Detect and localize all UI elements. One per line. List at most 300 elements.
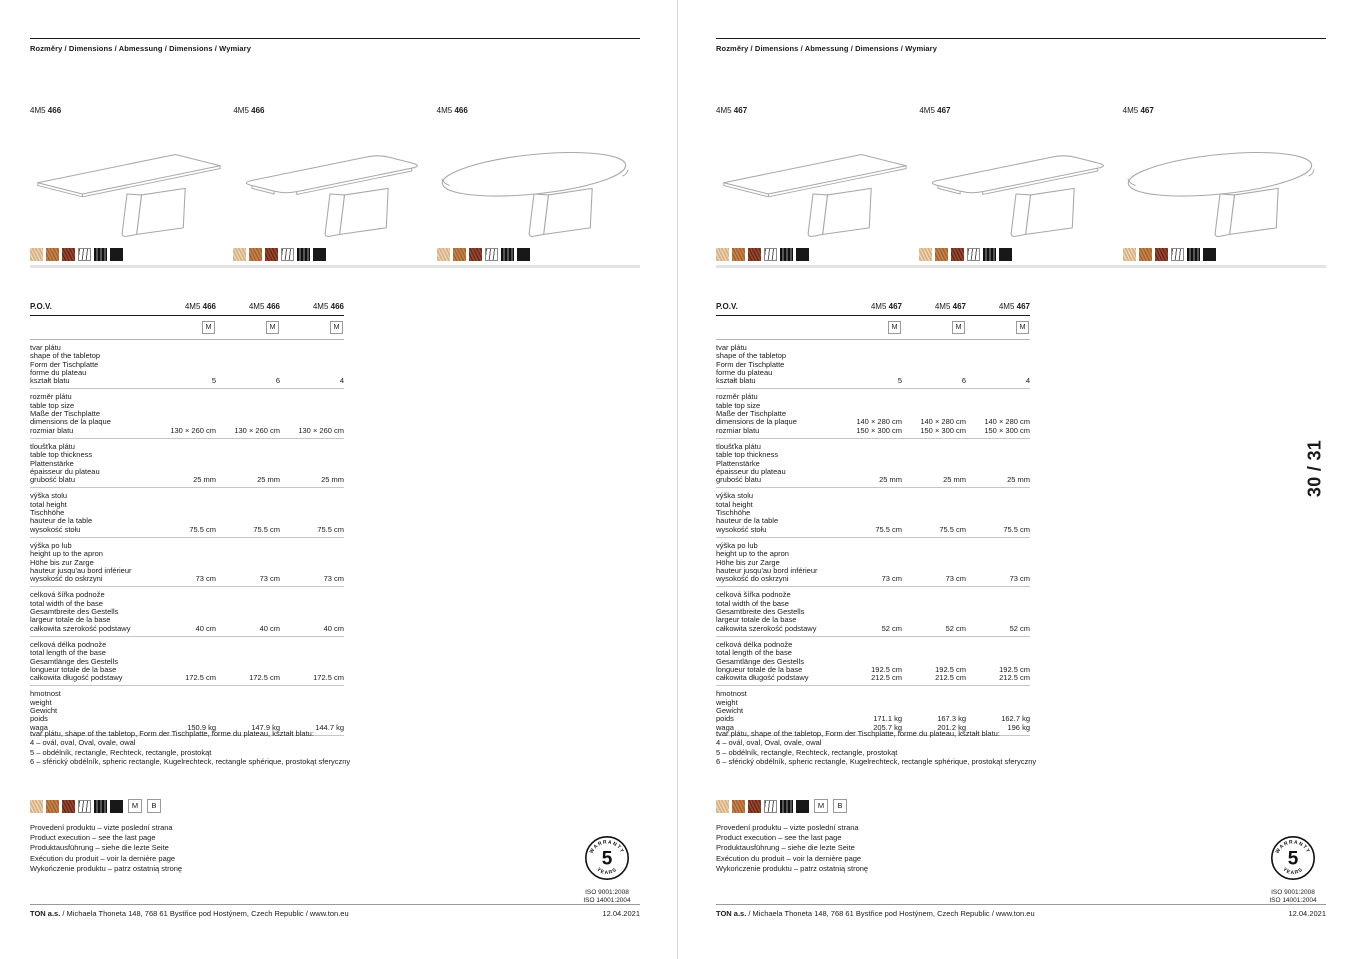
- finish-swatch: [78, 248, 91, 261]
- warranty-badge-icon: [1270, 835, 1316, 881]
- product-label: [1123, 106, 1326, 116]
- size-marker-box: M: [202, 321, 215, 334]
- spec-value-line: 196 kg: [1007, 722, 1030, 732]
- table-drawing-oval-icon: [437, 147, 631, 241]
- execution-note-line: Produktausführung – siehe die lezte Seite: [30, 843, 169, 853]
- spec-label-line: výška po lub: [30, 540, 72, 550]
- spec-value: [966, 625, 1030, 633]
- top-rule: [716, 38, 1326, 39]
- spec-value-line: 150 × 300 cm: [920, 425, 966, 435]
- spec-value: [280, 575, 344, 583]
- column-header: [838, 302, 902, 311]
- spec-value-line: 130 × 260 cm: [234, 425, 280, 435]
- execution-note-line: Wykończenie produktu – patrz ostatnią stronę: [716, 863, 869, 873]
- iso-certifications: [574, 889, 640, 904]
- shape-footnote-line: tvar plátu, shape of the tabletop, Form der Tischplatte, forme du plateau, kształt blatu:: [30, 729, 314, 738]
- size-marker-cell: [902, 321, 966, 334]
- column-header: [902, 302, 966, 311]
- spec-row: [30, 340, 344, 389]
- spec-row: [30, 389, 344, 438]
- product-model-number: 467: [1140, 106, 1154, 115]
- spec-value: [966, 666, 1030, 683]
- size-marker-cell: [280, 321, 344, 334]
- spec-value: [216, 625, 280, 633]
- finish-swatches: [30, 248, 233, 261]
- finish-swatch: [46, 800, 59, 813]
- spec-value-line: 212.5 cm: [935, 673, 966, 683]
- spec-value: [152, 674, 216, 682]
- spec-table-header: [30, 302, 344, 316]
- spec-label-line: grubość blatu: [716, 475, 762, 485]
- spec-label-line: total height: [716, 499, 753, 509]
- spec-value-line: 150.9 kg: [187, 722, 216, 732]
- shape-footnote-line: 5 – obdélník, rectangle, Rechteck, rectangle, prostokąt: [30, 747, 212, 757]
- product-label: [437, 106, 640, 116]
- product-model-number: 466: [47, 106, 62, 115]
- spec-value: [902, 418, 966, 435]
- finish-swatch: [501, 248, 514, 261]
- spec-value-line: 172.5 cm: [249, 673, 280, 683]
- warranty-number: 5: [601, 848, 613, 870]
- warranty-block: [1260, 835, 1326, 904]
- spec-value-line: 5: [211, 376, 216, 386]
- products-row: [716, 106, 1326, 261]
- finish-swatches: [919, 248, 1122, 261]
- column-model-prefix: 4M5: [998, 302, 1015, 311]
- spec-label-line: grubość blatu: [30, 475, 76, 485]
- spec-value: [280, 476, 344, 484]
- product-model-number: 467: [733, 106, 748, 115]
- spec-table-header: [716, 302, 1030, 316]
- execution-note-line: Wykończenie produktu – patrz ostatnią stronę: [30, 863, 183, 873]
- spec-label-line: Form der Tischplatte: [716, 359, 785, 369]
- spec-label-line: forme du plateau: [30, 367, 87, 377]
- footer-rule: [30, 904, 640, 905]
- spec-value-line: 4: [1025, 376, 1030, 386]
- iso-line: ISO 14001:2004: [1269, 896, 1317, 904]
- spec-label-block: [716, 591, 838, 632]
- column-header: [152, 302, 216, 311]
- spec-value-line: 4: [339, 376, 344, 386]
- spec-value-line: 25 mm: [257, 475, 280, 485]
- spec-value-line: 40 cm: [323, 623, 344, 633]
- finish-swatch: [796, 800, 809, 813]
- shape-footnote-line: 5 – obdélník, rectangle, Rechteck, rectangle, prostokąt: [716, 747, 898, 757]
- spec-value-line: 25 mm: [321, 475, 344, 485]
- spec-value-line: 172.5 cm: [185, 673, 216, 683]
- execution-note-line: Produktausführung – siehe die lezte Seite: [716, 843, 855, 853]
- product-label: [919, 106, 1122, 116]
- spec-value-line: 73 cm: [195, 574, 216, 584]
- spec-label-line: poids: [30, 714, 48, 724]
- spec-label-block: [30, 393, 152, 434]
- spec-label-line: waga: [30, 722, 48, 732]
- column-model-prefix: 4M5: [184, 302, 201, 311]
- shape-footnote-line: 6 – sférický obdélník, spheric rectangle, Kugelrechteck, rectangle sphérique, prostokąt sferyczny: [716, 757, 1037, 767]
- finish-swatch: [1203, 248, 1216, 261]
- finish-swatch: [313, 248, 326, 261]
- spec-label-block: [30, 690, 152, 731]
- finish-swatch: [999, 248, 1012, 261]
- execution-note-line: Exécution du produit – voir la dernière page: [716, 853, 862, 863]
- spec-value-line: 147.9 kg: [251, 722, 280, 732]
- spec-label-line: tloušťka plátu: [716, 441, 761, 451]
- table-illustration: [233, 147, 436, 241]
- spec-value-line: 40 cm: [259, 623, 280, 633]
- spec-label-line: Gewicht: [30, 705, 58, 715]
- size-marker-box: M: [1016, 321, 1029, 334]
- product-model-prefix: 4M5: [919, 106, 935, 115]
- size-marker-box: M: [266, 321, 279, 334]
- spec-label-line: kształt blatu: [716, 376, 756, 386]
- footer-date: 12.04.2021: [1288, 909, 1326, 918]
- spec-label-block: [30, 344, 152, 385]
- finish-swatch: [30, 248, 43, 261]
- finish-swatch: [1155, 248, 1168, 261]
- shape-footnote: [30, 729, 350, 767]
- spec-label-line: poids: [716, 714, 734, 724]
- warranty-years-text: YEARS: [595, 866, 619, 877]
- spec-value-line: 25 mm: [879, 475, 902, 485]
- finish-swatch: [796, 248, 809, 261]
- finish-swatch: [46, 248, 59, 261]
- finish-swatch: [748, 800, 761, 813]
- footer-address: / Michaela Thoneta 148, 768 61 Bystřice pod Hostýnem, Czech Republic / www.ton.eu: [60, 909, 349, 918]
- finish-swatch: [716, 800, 729, 813]
- spec-value-line: 52 cm: [881, 623, 902, 633]
- product-model-number: 467: [937, 106, 951, 115]
- spec-label-line: dimensions de la plaque: [716, 417, 797, 427]
- spec-value-line: 52 cm: [1009, 623, 1030, 633]
- finish-swatch: [453, 248, 466, 261]
- spec-label-line: całkowita długość podstawy: [30, 673, 123, 683]
- marker-box: M: [814, 799, 828, 813]
- spec-label-line: hmotnost: [716, 689, 747, 699]
- spec-label-block: [30, 443, 152, 484]
- finish-swatches: [1123, 248, 1326, 261]
- spec-value: [216, 674, 280, 682]
- warranty-block: [574, 835, 640, 904]
- spec-label-line: Form der Tischplatte: [30, 359, 99, 369]
- spec-value: [966, 377, 1030, 385]
- execution-note-line: Provedení produktu – vizte poslední strana: [716, 823, 859, 832]
- table-illustration: [716, 147, 919, 241]
- spec-value: [280, 625, 344, 633]
- execution-swatch-row: [716, 799, 847, 813]
- spec-value: [902, 526, 966, 534]
- spec-label-line: Maße der Tischplatte: [30, 409, 101, 419]
- warranty-arc-top-text: WARRANTY: [588, 839, 626, 855]
- column-model-number: 467: [888, 302, 902, 311]
- warranty-arc-top-text: WARRANTY: [1274, 839, 1312, 855]
- spec-label-line: total height: [30, 499, 67, 509]
- finish-swatch: [265, 248, 278, 261]
- spec-label-line: Tischhöhe: [716, 508, 751, 518]
- product-model-number: 466: [454, 106, 468, 115]
- execution-note-line: Product execution – see the last page: [716, 833, 842, 843]
- spec-label-line: dimensions de la plaque: [30, 417, 111, 427]
- spec-value-line: 40 cm: [195, 623, 216, 633]
- pov-label: P.O.V.: [30, 302, 52, 311]
- spec-value-line: 201.2 kg: [937, 722, 966, 732]
- spec-value-line: 73 cm: [323, 574, 344, 584]
- spec-label-block: [716, 641, 838, 682]
- footer-company: TON a.s.: [30, 909, 61, 918]
- finish-swatch: [935, 248, 948, 261]
- spec-value: [902, 625, 966, 633]
- spec-value-line: 130 × 260 cm: [298, 425, 344, 435]
- spec-value: [838, 625, 902, 633]
- spec-label-line: výška po lub: [716, 540, 758, 550]
- spec-value-line: 192.5 cm: [871, 664, 902, 674]
- spec-table: [716, 302, 1030, 736]
- spec-value-line: 75.5 cm: [875, 524, 902, 534]
- finish-swatches: [716, 248, 919, 261]
- spec-row: [716, 389, 1030, 438]
- spec-label-block: [716, 344, 838, 385]
- spec-row: [716, 538, 1030, 587]
- spec-value-line: 73 cm: [881, 574, 902, 584]
- spec-label-line: weight: [30, 697, 52, 707]
- iso-certifications: [1260, 889, 1326, 904]
- spec-value: [838, 666, 902, 683]
- warranty-badge-icon: [584, 835, 630, 881]
- execution-note-line: Product execution – see the last page: [30, 833, 156, 843]
- footer-company: TON a.s.: [716, 909, 747, 918]
- spec-label-line: Tischhöhe: [30, 508, 65, 518]
- spec-label-line: height up to the apron: [30, 549, 103, 559]
- spec-value-line: 140 × 280 cm: [856, 417, 902, 427]
- section-divider-band: [716, 265, 1326, 268]
- spec-label-line: Maße der Tischplatte: [716, 409, 787, 419]
- spec-label-line: Plattenstärke: [30, 458, 74, 468]
- spec-value-line: 75.5 cm: [189, 524, 216, 534]
- spec-label-line: épaisseur du plateau: [30, 466, 100, 476]
- spread-divider: [677, 0, 678, 959]
- page-header: Rozměry / Dimensions / Abmessung / Dimensions / Wymiary: [30, 44, 251, 53]
- spec-value-line: 52 cm: [945, 623, 966, 633]
- spec-label-block: [716, 690, 838, 731]
- column-model-number: 467: [952, 302, 966, 311]
- spec-value-line: 73 cm: [259, 574, 280, 584]
- spec-value-line: 171.1 kg: [873, 714, 902, 724]
- spec-label-line: całkowita długość podstawy: [716, 673, 809, 683]
- column-model-prefix: 4M5: [312, 302, 329, 311]
- spec-label-line: height up to the apron: [716, 549, 789, 559]
- table-illustration: [437, 147, 640, 241]
- spec-label-line: Plattenstärke: [716, 458, 760, 468]
- column-header: [966, 302, 1030, 311]
- spec-value-line: 150 × 300 cm: [856, 425, 902, 435]
- spec-label-line: rozmiar blatu: [716, 425, 760, 435]
- finish-swatch: [281, 248, 294, 261]
- spec-label-block: [30, 591, 152, 632]
- spec-value: [216, 575, 280, 583]
- spec-row: [30, 587, 344, 636]
- spec-value: [838, 418, 902, 435]
- spec-label-block: [30, 641, 152, 682]
- product-model-prefix: 4M5: [1122, 106, 1139, 115]
- spec-label-line: celková šířka podnože: [716, 590, 791, 600]
- spec-value: [216, 476, 280, 484]
- spec-label-line: hauteur de la table: [30, 516, 93, 526]
- finish-swatch: [469, 248, 482, 261]
- spec-value: [966, 476, 1030, 484]
- shape-footnote-line: tvar plátu, shape of the tabletop, Form der Tischplatte, forme du plateau, kształt blatu:: [716, 729, 1000, 738]
- product-model-prefix: 4M5: [716, 106, 732, 115]
- spec-value-line: 167.3 kg: [937, 714, 966, 724]
- spec-label-block: [30, 542, 152, 583]
- spec-value-line: 25 mm: [1007, 475, 1030, 485]
- size-marker-row: [30, 316, 344, 340]
- size-marker-box: M: [888, 321, 901, 334]
- spec-value: [216, 526, 280, 534]
- column-model-number: 466: [330, 302, 344, 311]
- spec-label-line: wysokość stołu: [30, 524, 81, 534]
- spec-label-line: rozměr plátu: [716, 392, 758, 402]
- product-label: [30, 106, 233, 116]
- size-marker-row: [716, 316, 1030, 340]
- table-drawing-rounded-icon: [919, 147, 1113, 241]
- spec-label-line: total width of the base: [716, 598, 789, 608]
- spec-row: [716, 488, 1030, 537]
- finish-swatch: [780, 248, 793, 261]
- spec-label-line: table top size: [30, 400, 75, 410]
- product-model-prefix: 4M5: [30, 106, 46, 115]
- product-cell: [30, 106, 233, 261]
- spec-label-line: výška stolu: [30, 491, 68, 501]
- spec-value-line: 6: [961, 376, 966, 386]
- spec-value-line: 6: [275, 376, 280, 386]
- product-model-prefix: 4M5: [436, 106, 453, 115]
- finish-swatch: [30, 800, 43, 813]
- spec-label-line: rozměr plátu: [30, 392, 72, 402]
- spec-value: [838, 476, 902, 484]
- spec-value-line: 73 cm: [1009, 574, 1030, 584]
- finish-swatch: [94, 800, 107, 813]
- column-model-prefix: 4M5: [870, 302, 887, 311]
- spec-label-line: celková délka podnože: [30, 639, 107, 649]
- spec-value-line: 75.5 cm: [939, 524, 966, 534]
- spec-value: [216, 377, 280, 385]
- marker-box: B: [833, 799, 847, 813]
- finish-swatch: [732, 248, 745, 261]
- spec-value: [966, 575, 1030, 583]
- spec-label-block: [30, 492, 152, 533]
- spec-row: [30, 538, 344, 587]
- spec-label-line: table top size: [716, 400, 761, 410]
- finish-swatch: [716, 248, 729, 261]
- spec-label-line: largeur totale de la base: [716, 615, 797, 625]
- spec-label-line: table top thickness: [30, 450, 93, 460]
- spec-value: [902, 575, 966, 583]
- spec-label-line: weight: [716, 697, 738, 707]
- column-model-number: 466: [266, 302, 280, 311]
- execution-note-line: Exécution du produit – voir la dernière page: [30, 853, 176, 863]
- spec-value-line: 140 × 280 cm: [920, 417, 966, 427]
- spec-value: [838, 377, 902, 385]
- spec-label-line: całkowita szerokość podstawy: [30, 623, 131, 633]
- spec-label-block: [716, 492, 838, 533]
- spec-label-line: celková šířka podnože: [30, 590, 105, 600]
- spec-value-line: 140 × 280 cm: [984, 417, 1030, 427]
- spec-label-line: hauteur jusqu'au bord inférieur: [30, 565, 132, 575]
- execution-swatch-row: [30, 799, 161, 813]
- spec-label-line: épaisseur du plateau: [716, 466, 786, 476]
- spec-value-line: 75.5 cm: [253, 524, 280, 534]
- spec-value: [902, 377, 966, 385]
- spec-value-line: 25 mm: [193, 475, 216, 485]
- spec-value: [152, 377, 216, 385]
- table-illustration: [1123, 147, 1326, 241]
- product-label: [716, 106, 919, 116]
- finish-swatch: [732, 800, 745, 813]
- spec-value-line: 192.5 cm: [935, 664, 966, 674]
- iso-line: ISO 9001:2008: [1271, 889, 1315, 896]
- spec-value: [966, 526, 1030, 534]
- column-model-number: 467: [1016, 302, 1030, 311]
- spec-value-line: 192.5 cm: [999, 664, 1030, 674]
- pov-label: P.O.V.: [716, 302, 738, 311]
- spec-label-line: table top thickness: [716, 450, 779, 460]
- spec-label-line: tloušťka plátu: [30, 441, 75, 451]
- finish-swatch: [764, 800, 777, 813]
- spec-label-line: Gesamtbreite des Gestells: [30, 607, 119, 617]
- size-marker-box: M: [330, 321, 343, 334]
- spec-label-line: výška stolu: [716, 491, 754, 501]
- product-label: [233, 106, 436, 116]
- iso-line: ISO 14001:2004: [583, 896, 631, 904]
- marker-box: B: [147, 799, 161, 813]
- spec-label-line: Gesamtbreite des Gestells: [716, 607, 805, 617]
- spec-value: [902, 476, 966, 484]
- spec-value-line: 75.5 cm: [1003, 524, 1030, 534]
- product-cell: [1123, 106, 1326, 261]
- column-model-prefix: 4M5: [248, 302, 265, 311]
- spec-label-line: total width of the base: [30, 598, 103, 608]
- shape-footnote: [716, 729, 1036, 767]
- column-header: [280, 302, 344, 311]
- finish-swatch: [1171, 248, 1184, 261]
- spec-label-line: celková délka podnože: [716, 639, 793, 649]
- spec-value: [966, 418, 1030, 435]
- finish-swatch: [437, 248, 450, 261]
- spec-value: [280, 377, 344, 385]
- spec-label-block: [716, 542, 838, 583]
- spec-label-line: hmotnost: [30, 689, 61, 699]
- finish-swatch: [1187, 248, 1200, 261]
- footer-date: 12.04.2021: [602, 909, 640, 918]
- footer-rule: [716, 904, 1326, 905]
- page-header: Rozměry / Dimensions / Abmessung / Dimensions / Wymiary: [716, 44, 937, 53]
- size-marker-box: M: [952, 321, 965, 334]
- spec-value: [838, 575, 902, 583]
- spec-row: [716, 340, 1030, 389]
- spec-value: [216, 427, 280, 435]
- spec-label-block: [716, 393, 838, 434]
- product-cell: [716, 106, 919, 261]
- finish-swatch: [1139, 248, 1152, 261]
- column-header: [216, 302, 280, 311]
- finish-swatch: [297, 248, 310, 261]
- spec-label-line: wysokość stołu: [716, 524, 767, 534]
- finish-swatches: [437, 248, 640, 261]
- top-rule: [30, 38, 640, 39]
- spec-row: [716, 439, 1030, 488]
- page-footer: [30, 909, 640, 918]
- spec-value-line: 172.5 cm: [313, 673, 344, 683]
- spec-label-line: largeur totale de la base: [30, 615, 111, 625]
